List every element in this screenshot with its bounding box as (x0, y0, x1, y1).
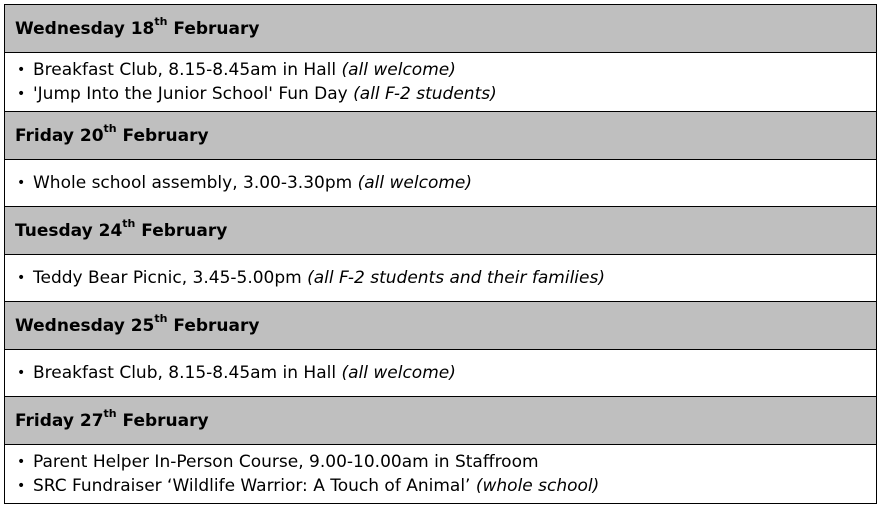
event-body-row (5, 53, 877, 112)
event-body-cell (5, 53, 877, 112)
event-month: February (173, 18, 260, 39)
event-date-cell (5, 397, 877, 445)
event-date-row (5, 302, 877, 350)
event-item (15, 361, 876, 385)
event-item (15, 58, 876, 82)
event-day: 27 (79, 410, 104, 431)
event-item-note: (all F-2 students) (353, 84, 497, 104)
event-item (15, 450, 876, 474)
event-items-list (15, 450, 876, 498)
event-body-cell (5, 255, 877, 302)
event-body-row (5, 350, 877, 397)
event-body-row (5, 255, 877, 302)
event-date-row (5, 397, 877, 445)
event-item-note: (all welcome) (341, 363, 456, 383)
bullet-icon: • (17, 270, 26, 286)
event-items-list (15, 361, 876, 385)
bullet-icon: • (17, 365, 26, 381)
event-day-suffix: th (154, 311, 168, 325)
event-date-cell (5, 112, 877, 160)
event-day: 24 (98, 220, 123, 241)
event-weekday: Friday (15, 125, 74, 146)
event-body-row (5, 445, 877, 504)
bullet-icon: • (17, 86, 26, 102)
event-day: 25 (130, 315, 155, 336)
event-item (15, 474, 876, 498)
event-item-text: SRC Fundraiser ‘Wildlife Warrior: A Touch of Animal’ (33, 476, 476, 496)
bullet-icon: • (17, 454, 26, 470)
event-day-suffix: th (122, 216, 136, 230)
event-date-row (5, 207, 877, 255)
event-day-suffix: th (154, 14, 168, 28)
event-items-list (15, 266, 876, 290)
event-item-text: Whole school assembly, 3.00-3.30pm (33, 173, 358, 193)
event-body-cell (5, 445, 877, 504)
event-items-list (15, 58, 876, 106)
event-month: February (141, 220, 228, 241)
event-item (15, 266, 876, 290)
event-day-suffix: th (103, 406, 117, 420)
event-month: February (122, 410, 209, 431)
event-day: 18 (130, 18, 155, 39)
event-item-text: Teddy Bear Picnic, 3.45-5.00pm (33, 268, 308, 288)
event-date-cell (5, 302, 877, 350)
event-item-text: 'Jump Into the Junior School' Fun Day (33, 84, 354, 104)
event-body-cell (5, 160, 877, 207)
event-body-row (5, 160, 877, 207)
event-weekday: Tuesday (15, 220, 93, 241)
event-date-row (5, 5, 877, 53)
event-item-note: (all welcome) (341, 60, 456, 80)
event-item (15, 82, 876, 106)
event-item-text: Parent Helper In-Person Course, 9.00-10.00am in Staffroom (33, 452, 539, 472)
bullet-icon: • (17, 175, 26, 191)
event-item-note: (all F-2 students and their families) (307, 268, 605, 288)
event-weekday: Wednesday (15, 18, 125, 39)
event-weekday: Friday (15, 410, 74, 431)
event-date-cell (5, 207, 877, 255)
event-item-note: (whole school) (475, 476, 600, 496)
event-weekday: Wednesday (15, 315, 125, 336)
event-date-row (5, 112, 877, 160)
events-table (4, 4, 877, 504)
event-item (15, 171, 876, 195)
event-body-cell (5, 350, 877, 397)
event-month: February (173, 315, 260, 336)
bullet-icon: • (17, 478, 26, 494)
event-day: 20 (79, 125, 104, 146)
event-date-cell (5, 5, 877, 53)
event-item-text: Breakfast Club, 8.15-8.45am in Hall (33, 60, 342, 80)
event-item-note: (all welcome) (357, 173, 472, 193)
bullet-icon: • (17, 62, 26, 78)
event-month: February (122, 125, 209, 146)
event-day-suffix: th (103, 121, 117, 135)
event-items-list (15, 171, 876, 195)
event-item-text: Breakfast Club, 8.15-8.45am in Hall (33, 363, 342, 383)
